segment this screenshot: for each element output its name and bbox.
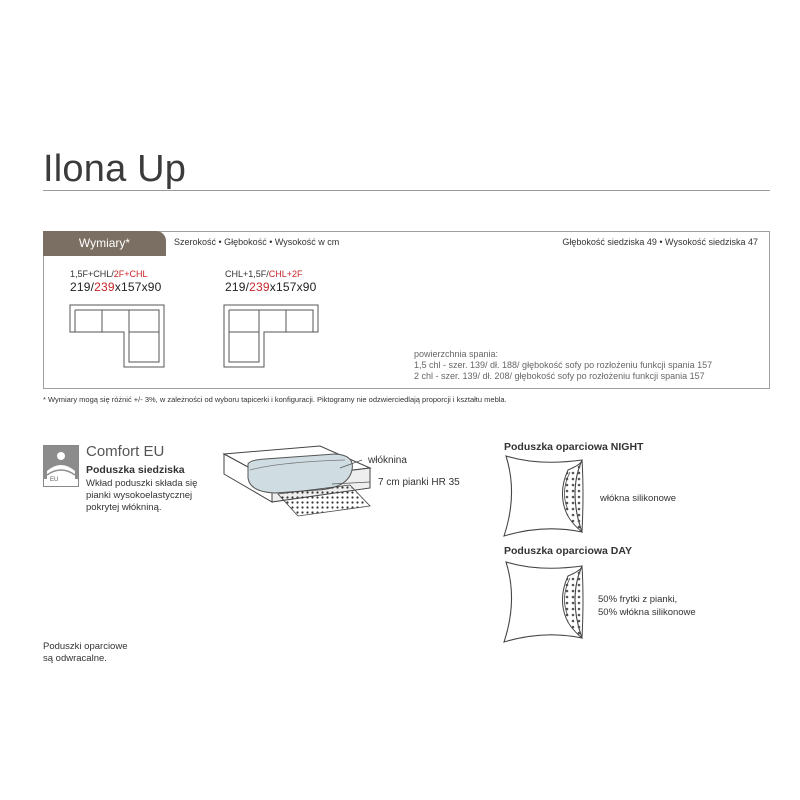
cushion-title: Poduszka siedziska: [86, 464, 185, 476]
cushion-desc-line-1: Wkład poduszki składa się: [86, 478, 198, 489]
day-cushion-pictogram: [498, 558, 598, 648]
variant-2-width-a: 219/: [225, 280, 250, 294]
cushion-desc-line-3: pokrytej włókniną.: [86, 502, 162, 513]
night-cushion-pictogram: [498, 452, 598, 542]
cushion-desc-line-2: pianki wysokoelastycznej: [86, 490, 193, 501]
page-title: Ilona Up: [43, 148, 187, 190]
variant-1-rest: x157x90: [114, 280, 162, 294]
variant-2-code-b: CHL+2F: [268, 269, 303, 279]
variant-1-width-b: 239: [94, 280, 115, 294]
reversible-note-line-1: Poduszki oparciowe: [43, 641, 128, 652]
night-title: Poduszka oparciowa NIGHT: [504, 441, 644, 453]
dimensions-header-right: Głębokość siedziska 49 • Wysokość siedziska 47: [562, 237, 758, 247]
variant-1-width-a: 219/: [70, 280, 95, 294]
dimensions-header-left: Szerokość • Głębokość • Wysokość w cm: [174, 237, 340, 247]
label-foam: 7 cm pianki HR 35: [378, 477, 460, 488]
variant-2-dims: [225, 280, 317, 294]
dimensions-tab: Wymiary*: [43, 231, 166, 256]
comfort-label: Comfort EU: [86, 443, 165, 460]
variant-2-rest: x157x90: [269, 280, 317, 294]
sleeping-area: [414, 349, 712, 382]
day-label-1: 50% frytki z pianki,: [598, 594, 678, 605]
variant-2-code: [225, 269, 303, 279]
sofa-pictogram-1: [68, 303, 168, 371]
variant-1-code-a: 1,5F+CHL/: [70, 269, 114, 279]
variant-1-code: [70, 269, 148, 279]
comfort-eu-icon: [43, 445, 79, 487]
reversible-note-line-2: są odwracalne.: [43, 653, 107, 664]
sleeping-area-line-2: 2 chl - szer. 139/ dł. 208/ głębokość sofy po rozłożeniu funkcji spania 157: [414, 371, 705, 381]
title-divider: [43, 190, 770, 191]
variant-1-dims: [70, 280, 162, 294]
night-label: włókna silikonowe: [600, 493, 677, 504]
reversible-note: [43, 641, 128, 665]
dimensions-footnote: * Wymiary mogą się różnić +/- 3%, w zależności od wyboru tapicerki i konfiguracji. Piktogramy nie odzwierciedlają proporcji i kształtu mebla.: [43, 395, 507, 404]
day-label-2: 50% włókna silikonowe: [598, 607, 696, 618]
day-title: Poduszka oparciowa DAY: [504, 545, 632, 557]
variant-2-width-b: 239: [249, 280, 270, 294]
comfort-eu-badge: EU: [50, 477, 59, 483]
sofa-pictogram-2: [222, 303, 322, 371]
sleeping-area-line-1: 1,5 chl - szer. 139/ dł. 188/ głębokość sofy po rozłożeniu funkcji spania 157: [414, 360, 713, 370]
cushion-description: [86, 478, 197, 514]
label-fiber: włóknina: [368, 455, 407, 466]
variant-2-code-a: CHL+1,5F/: [225, 269, 269, 279]
seat-cushion-diagram: [220, 440, 380, 520]
variant-1-code-b: 2F+CHL: [113, 269, 148, 279]
sleeping-area-title: powierzchnia spania:: [414, 349, 499, 359]
